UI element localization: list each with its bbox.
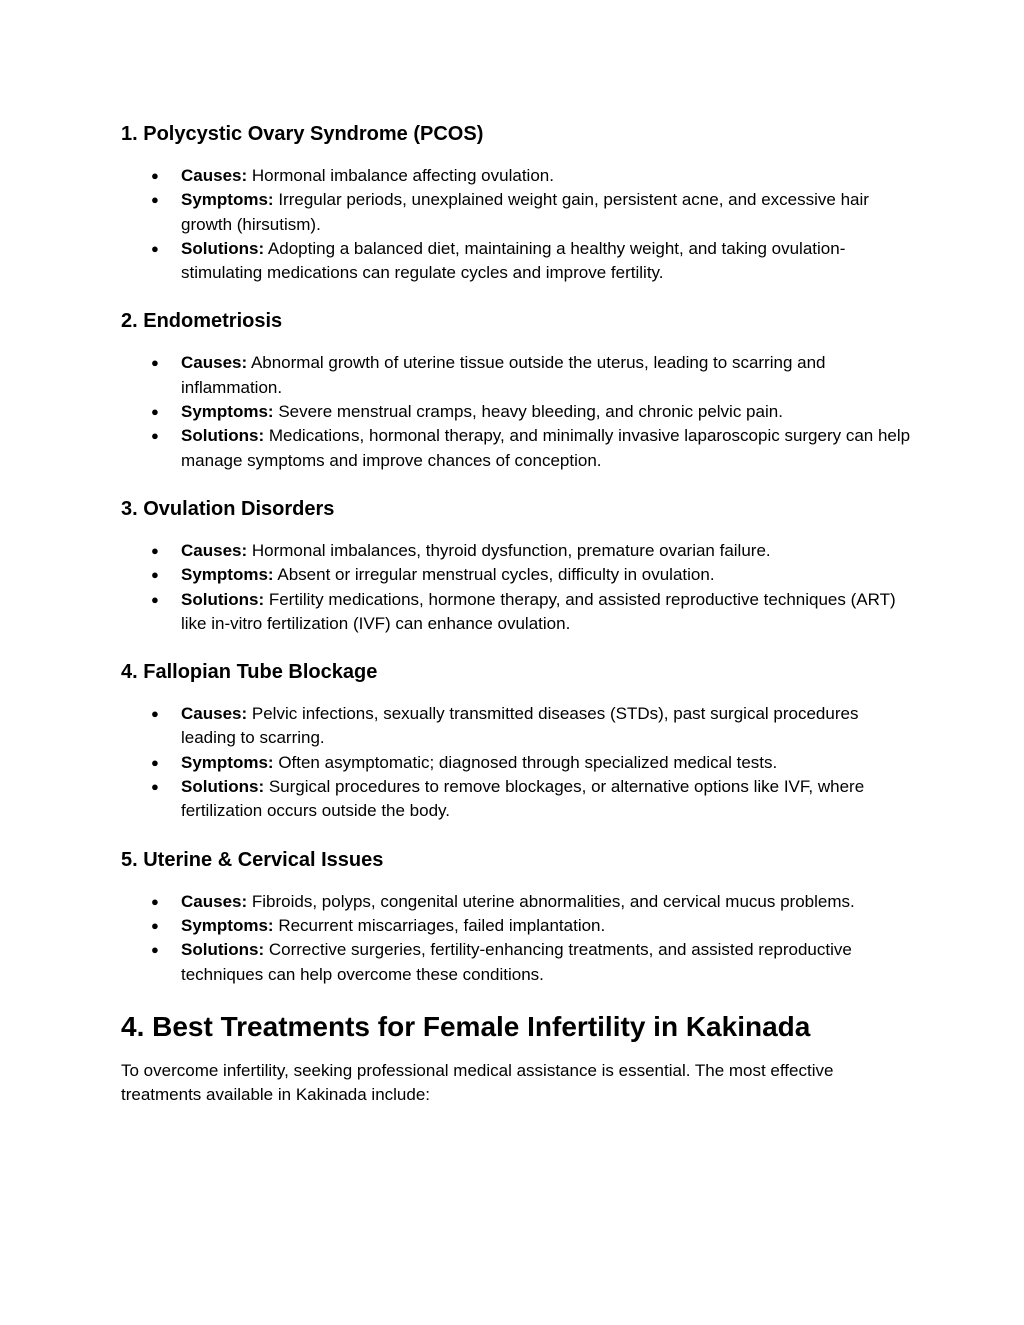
item-term: Solutions: [181,589,265,609]
bullet-list [121,164,911,285]
item-term: Solutions: [181,426,265,446]
item-text: Fibroids, polyps, congenital uterine abnormalities, and cervical mucus problems. [251,891,855,911]
list-item [121,424,911,473]
item-text: Corrective surgeries, fertility-enhancing treatments, and assisted reproductive techniques can help overcome these conditions. [181,940,852,984]
section [121,495,911,636]
bullet-icon: ● [151,917,159,933]
section-title: 5. Uterine & Cervical Issues [121,848,384,871]
list-item [121,539,911,563]
list-item [121,588,911,637]
item-text: Irregular periods, unexplained weight gain, persistent acne, and excessive hair growth (hirsutism). [181,190,869,234]
item-text: Absent or irregular menstrual cycles, difficulty in ovulation. [277,565,715,585]
bullet-icon: ● [151,893,159,909]
main-heading: 4. Best Treatments for Female Infertility in Kakinada [121,1010,811,1042]
item-term: Causes: [181,891,248,911]
item-text: Fertility medications, hormone therapy, and assisted reproductive techniques (ART) like in-vitro fertilization (IVF) can enhance ovulation. [181,589,896,633]
item-term: Solutions: [181,777,265,797]
item-text: Hormonal imbalance affecting ovulation. [251,166,554,185]
item-text: Pelvic infections, sexually transmitted diseases (STDs), past surgical procedures leading to scarring. [181,704,859,748]
item-term: Symptoms: [181,190,274,210]
item-text: Recurrent miscarriages, failed implantation. [278,915,606,935]
list-item [121,563,911,587]
item-term: Symptoms: [181,915,274,935]
bullet-icon: ● [151,192,159,208]
list-item [121,890,911,914]
section-title: 4. Fallopian Tube Blockage [121,661,378,684]
list-item [121,164,911,188]
item-text: Medications, hormonal therapy, and minimally invasive laparoscopic surgery can help manage symptoms and improve chances of conception. [181,426,911,470]
bullet-icon: ● [151,591,159,607]
list-item [121,351,911,400]
item-text: Hormonal imbalances, thyroid dysfunction, premature ovarian failure. [251,540,771,560]
bullet-icon: ● [151,428,159,444]
bullet-icon: ● [151,567,159,583]
list-item [121,938,911,987]
bullet-icon: ● [151,404,159,420]
section [121,658,911,823]
intro-paragraph: To overcome infertility, seeking professional medical assistance is essential. The most effective treatments available in Kakinada include: [121,1060,834,1105]
section [121,307,911,472]
section [121,846,911,987]
section-title: 3. Ovulation Disorders [121,497,335,520]
item-text: Severe menstrual cramps, heavy bleeding, and chronic pelvic pain. [278,402,783,422]
section-title: 2. Endometriosis [121,310,283,333]
bullet-icon: ● [151,355,159,371]
item-term: Causes: [181,166,248,185]
bullet-list [121,351,911,472]
document-page [121,120,911,1107]
item-text: Often asymptomatic; diagnosed through specialized medical tests. [278,752,778,772]
sections-container [121,120,911,987]
bullet-icon: ● [151,942,159,958]
list-item [121,400,911,424]
list-item [121,775,911,824]
item-term: Causes: [181,704,248,724]
bullet-icon: ● [151,240,159,256]
bullet-icon: ● [151,754,159,770]
bullet-list [121,890,911,987]
item-term: Causes: [181,540,248,560]
list-item [121,751,911,775]
section [121,120,911,285]
list-item [121,237,911,286]
list-item [121,914,911,938]
list-item [121,702,911,751]
item-term: Causes: [181,353,248,373]
item-term: Symptoms: [181,565,274,585]
bullet-icon: ● [151,168,159,183]
item-term: Solutions: [181,940,265,960]
section-title: 1. Polycystic Ovary Syndrome (PCOS) [121,123,484,145]
bullet-list [121,539,911,636]
bullet-icon: ● [151,779,159,795]
list-item [121,188,911,237]
item-term: Symptoms: [181,402,274,422]
bullet-list [121,702,911,823]
item-text: Surgical procedures to remove blockages, or alternative options like IVF, where fertilization occurs outside the body. [181,777,865,821]
item-text: Adopting a balanced diet, maintaining a healthy weight, and taking ovulation-stimulating medications can regulate cycles and improve fertility. [181,238,846,283]
item-term: Symptoms: [181,752,274,772]
bullet-icon: ● [151,706,159,722]
item-term: Solutions: [181,238,265,258]
item-text: Abnormal growth of uterine tissue outside the uterus, leading to scarring and inflammation. [181,353,826,397]
bullet-icon: ● [151,542,159,558]
